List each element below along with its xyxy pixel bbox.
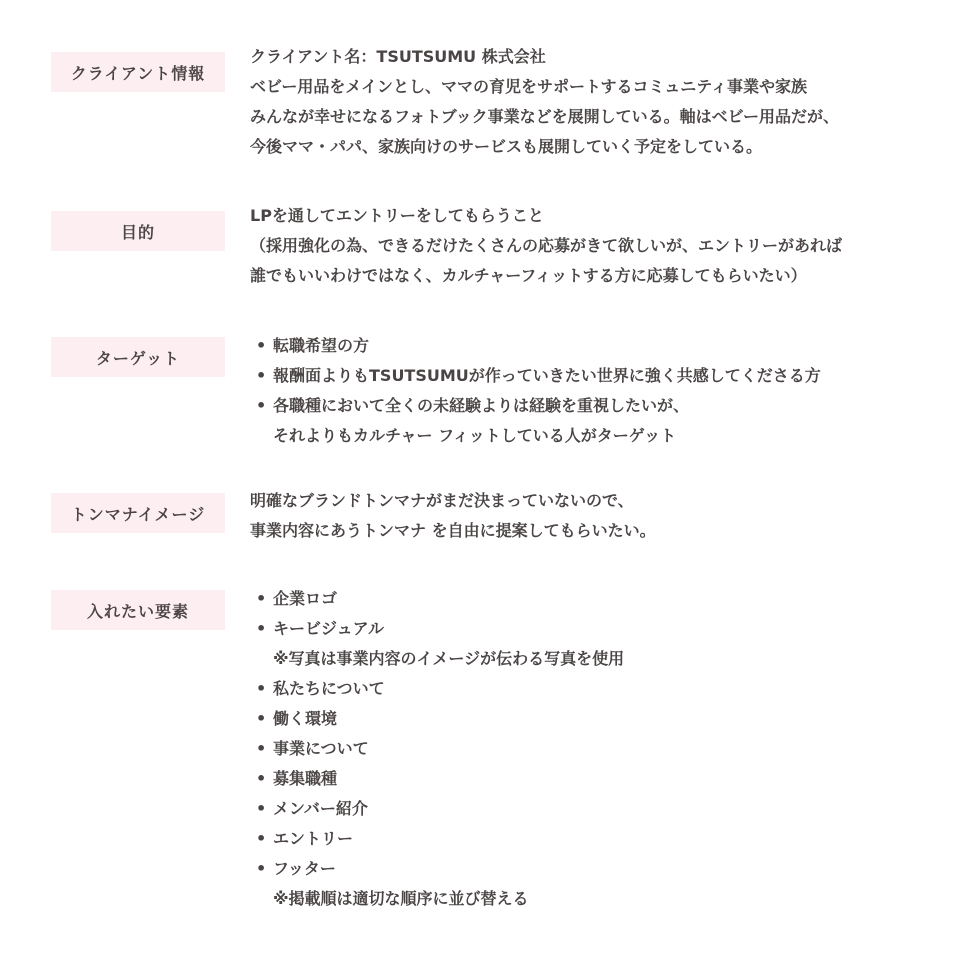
list-item: • 働く環境 xyxy=(250,704,925,734)
purpose-line-3: 誰でもいいわけではなく、カルチャーフィットする方に応募してもらいたい） xyxy=(250,266,807,285)
content-elements xyxy=(250,584,925,914)
list-item: • 各職種において全くの未経験よりは経験を重視したいが、 xyxy=(250,391,925,421)
client-desc-line-2: みんなが幸せになるフォトブック事業などを展開している。軸はベビー用品だが、 xyxy=(250,107,839,126)
content-target xyxy=(250,331,925,451)
list-item: • 募集職種 xyxy=(250,764,925,794)
content-client-info xyxy=(250,42,925,162)
list-item: • 私たちについて xyxy=(250,674,925,704)
purpose-line-1: LPを通してエントリーをしてもらうこと xyxy=(250,206,544,225)
label-target: ターゲット xyxy=(51,337,225,377)
elements-list xyxy=(250,584,925,914)
client-name-line: クライアント名：TSUTSUMU 株式会社 xyxy=(250,47,546,66)
keyvisual-note: ※写真は事業内容のイメージが伝わる写真を使用 xyxy=(273,649,625,668)
footer-note: ※掲載順は適切な順序に並び替える xyxy=(273,889,529,908)
target-note: それよりもカルチャー フィットしている人がターゲット xyxy=(273,426,677,445)
tone-line-2: 事業内容にあうトンマナ を自由に提案してもらいたい。 xyxy=(250,521,656,540)
list-item: • 転職希望の方 xyxy=(250,331,925,361)
list-item: • フッター xyxy=(250,854,925,884)
list-item: • メンバー紹介 xyxy=(250,794,925,824)
list-item: • 事業について xyxy=(250,734,925,764)
list-item: • エントリー xyxy=(250,824,925,854)
client-desc-line-1: ベビー用品をメインとし、ママの育児をサポートするコミュニティ事業や家族 xyxy=(250,77,807,96)
content-tone-manner xyxy=(250,486,925,546)
list-item: • キービジュアル xyxy=(250,614,925,644)
target-list xyxy=(250,331,925,451)
content-purpose xyxy=(250,201,925,291)
label-client-info: クライアント情報 xyxy=(51,52,225,92)
label-tone-manner: トンマナイメージ xyxy=(51,493,225,533)
label-purpose: 目的 xyxy=(51,211,225,251)
list-item: • 企業ロゴ xyxy=(250,584,925,614)
client-desc-line-3: 今後ママ・パパ、家族向けのサービスも展開していく予定をしている。 xyxy=(250,137,763,156)
purpose-line-2: （採用強化の為、できるだけたくさんの応募がきて欲しいが、エントリーがあれば xyxy=(250,236,843,255)
label-elements: 入れたい要素 xyxy=(51,590,225,630)
list-item: • 報酬面よりもTSUTSUMUが作っていきたい世界に強く共感してくださる方 xyxy=(250,361,925,391)
tone-line-1: 明確なブランドトンマナがまだ決まっていないので、 xyxy=(250,491,634,510)
